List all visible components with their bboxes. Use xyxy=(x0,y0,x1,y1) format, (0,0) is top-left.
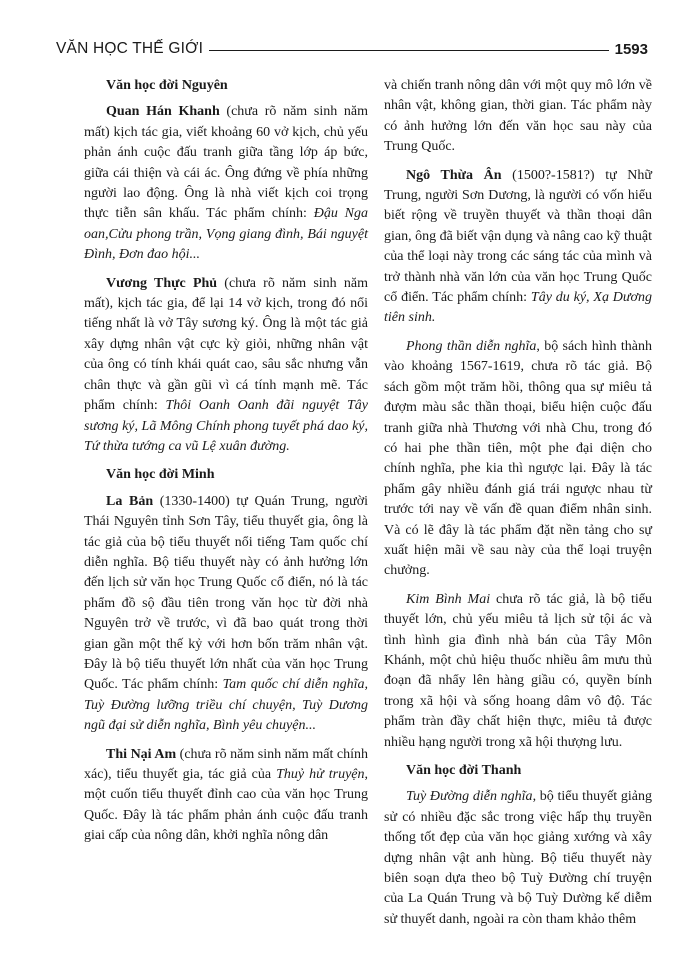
entry-la-ban xyxy=(84,492,368,737)
entry-thi-nai-am xyxy=(84,745,368,847)
entry-text: chưa rõ tác giả, là bộ tiểu thuyết lớn, chủ yếu miêu tả lịch sử tội ác và tình hình gia đình nhà bán của Tây Môn Khánh, một chủ hiệu thuốc nhiều âm mưu thủ đoạn đã nhẩy lên hàng giầu có, quyền bính trong xã hội và sống hoang dâm vô độ. Tác phẩm tràn đầy chất hiện thực, miêu tả được nhiều hạng người trong xã hội thượng lưu. xyxy=(384,591,652,750)
continued-paragraph: và chiến tranh nông dân với một quy mô lớn về nhân vật, không gian, thời gian. Tác phẩm này có ảnh hưởng lớn đến văn học sau này của Trung Quốc. xyxy=(384,78,652,155)
works-list: Tam quốc chí diễn nghĩa, Tuỳ Đường lưỡng triều chí chuyện, Tuỳ Dương ngũ đại sử diễn nghĩa, Bình yêu chuyện... xyxy=(84,677,368,734)
entry-ngo-thua-an xyxy=(384,166,652,329)
section-heading-thanh: Văn học đời Thanh xyxy=(406,763,522,778)
author-name: Thi Nại Am xyxy=(106,746,177,762)
running-title: VĂN HỌC THẾ GIỚI xyxy=(56,40,204,57)
section-heading-nguyen: Văn học đời Nguyên xyxy=(106,78,228,93)
entry-text: , một cuốn tiểu thuyết đỉnh cao của văn học Trung Quốc. Đây là tác phẩm phản ánh cuộc đấu tranh giai cấp của nông dân, khởi nghĩa nông dân xyxy=(84,767,368,844)
entry-text: (1500?-1581?) tự Nhữ Trung, người Sơn Dương, là người có vốn hiểu biết rộng về truyền thuyết và thần thoại dân gian, ông đã biết vận dụng và nâng cao kỹ thuật của thể loại này trong các sáng tác của mình và trở thành nhà văn lớn của văn học Trung Quốc cổ điển. Tác phẩm chính: xyxy=(384,167,652,306)
entry-vuong-thuc-phu xyxy=(84,274,368,458)
entry-text: (chưa rõ năm sinh năm mất chính xác), tiểu thuyết gia, tác giả của xyxy=(84,746,368,782)
work-title: Kim Bình Mai xyxy=(406,591,491,607)
entry-text: (1330-1400) tự Quán Trung, người Thái Nguyên tỉnh Sơn Tây, tiểu thuyết gia, ông là tác giả của bộ tiểu thuyết nổi tiếng Tam quốc chí diễn nghĩa. Bộ tiểu thuyết này có ảnh hưởng lớn đến lịch sử văn học Trung Quốc cổ điển, nó là tác phẩm đồ sộ đầu tiên trong văn học từ đời nhà Nguyên trở về trước, vì đã bao quát trong thời gian gần một thế kỷ với hơn bốn trăm nhân vật. Đây là bộ tiểu thuyết lớn nhất của văn học Trung Quốc. Tác phẩm chính: xyxy=(84,493,369,693)
entry-phong-than xyxy=(384,337,652,582)
entry-text: , bộ tiểu thuyết giảng sử có nhiều đặc sắc trong việc hấp thụ truyền thống tốt đẹp của văn học giảng xướng và xây dựng nhân vật anh hùng. Bộ tiểu thuyết này biên soạn dựa theo bộ Tuỳ Đường chí truyện của La Quán Trung và bộ Tuỳ Dường kế diễm sử thuyết danh, ngoài ra còn tham khảo thêm xyxy=(384,789,652,927)
entry-text: (chưa rõ năm sinh năm mất), kịch tác gia, để lại 14 vở kịch, trong đó nổi tiếng nhất là vở Tây sương ký. Ông là một tác giả xây dựng nhân vật cực kỳ giỏi, những nhân vật của ông có tính khái quát cao, sâu sắc nhưng vẫn chân thực và gần gũi vì cá tính mạnh mẽ. Tác phẩm chính: xyxy=(84,275,368,414)
author-name: Quan Hán Khanh xyxy=(106,104,220,120)
entry-text: , bộ sách hình thành vào khoảng 1567-1619, chưa rõ tác giả. Bộ sách gồm một trăm hồi, thông qua sự miêu tả đượm màu sắc thần thoại, biểu hiện cuộc đấu tranh giữa nhà Thương với nhà Chu, trong đó có hai phe thần tiên, một phe đại diện cho chính nghĩa, phe kia thì ngược lại. Đây là tác phẩm gây nhiều đánh giá trái ngược nhau từ trước tới nay về vấn đề quan điểm nhân sinh. Và có lẽ đây là tác phẩm đặt nền tảng cho sự xuất hiện mãi về sau này của thể loại truyện chưởng. xyxy=(384,338,652,579)
page-number: 1593 xyxy=(614,40,648,58)
entry-quan-han-khanh xyxy=(84,102,368,265)
right-column xyxy=(384,76,652,938)
work-title: Phong thần diễn nghĩa xyxy=(406,338,537,354)
author-name: Vương Thực Phủ xyxy=(106,275,218,291)
page-header xyxy=(56,38,648,60)
entry-kim-binh-mai xyxy=(384,590,652,753)
section-heading-minh: Văn học đời Minh xyxy=(106,467,215,483)
work-title: Tuỳ Đường diễn nghĩa xyxy=(406,789,533,805)
works-list: Thôi Oanh Oanh đãi nguyệt Tây sương ký, Lã Mông Chính phong tuyết phá dao ký, Tứ thừa tướng ca vũ Lệ xuân đường. xyxy=(84,398,368,454)
author-name: Ngô Thừa Ân xyxy=(406,167,502,183)
entry-tuy-duong xyxy=(384,787,652,930)
work-title: Thuỷ hử truyện xyxy=(276,767,365,782)
header-rule xyxy=(209,50,609,51)
works-list: Tây du ký, Xạ Dương tiên sinh. xyxy=(384,290,653,326)
works-list: Đậu Nga oan,Cửu phong trần, Vọng giang đình, Bái nguyệt Đình, Đơn đao hội... xyxy=(84,206,368,263)
author-name: La Bản xyxy=(106,493,154,509)
left-column xyxy=(84,76,368,855)
entry-text: (chưa rõ năm sinh năm mất) kịch tác gia, viết khoảng 60 vở kịch, chủ yếu phản ánh cuộc đấu tranh giữa tầng lớp áp bức, giữa cái thiện và cái ác. Ông đứng về phía những người lao động. Ông là nhà viết kịch coi trọng thực tiễn sân khấu. Tác phẩm chính: xyxy=(84,104,368,222)
